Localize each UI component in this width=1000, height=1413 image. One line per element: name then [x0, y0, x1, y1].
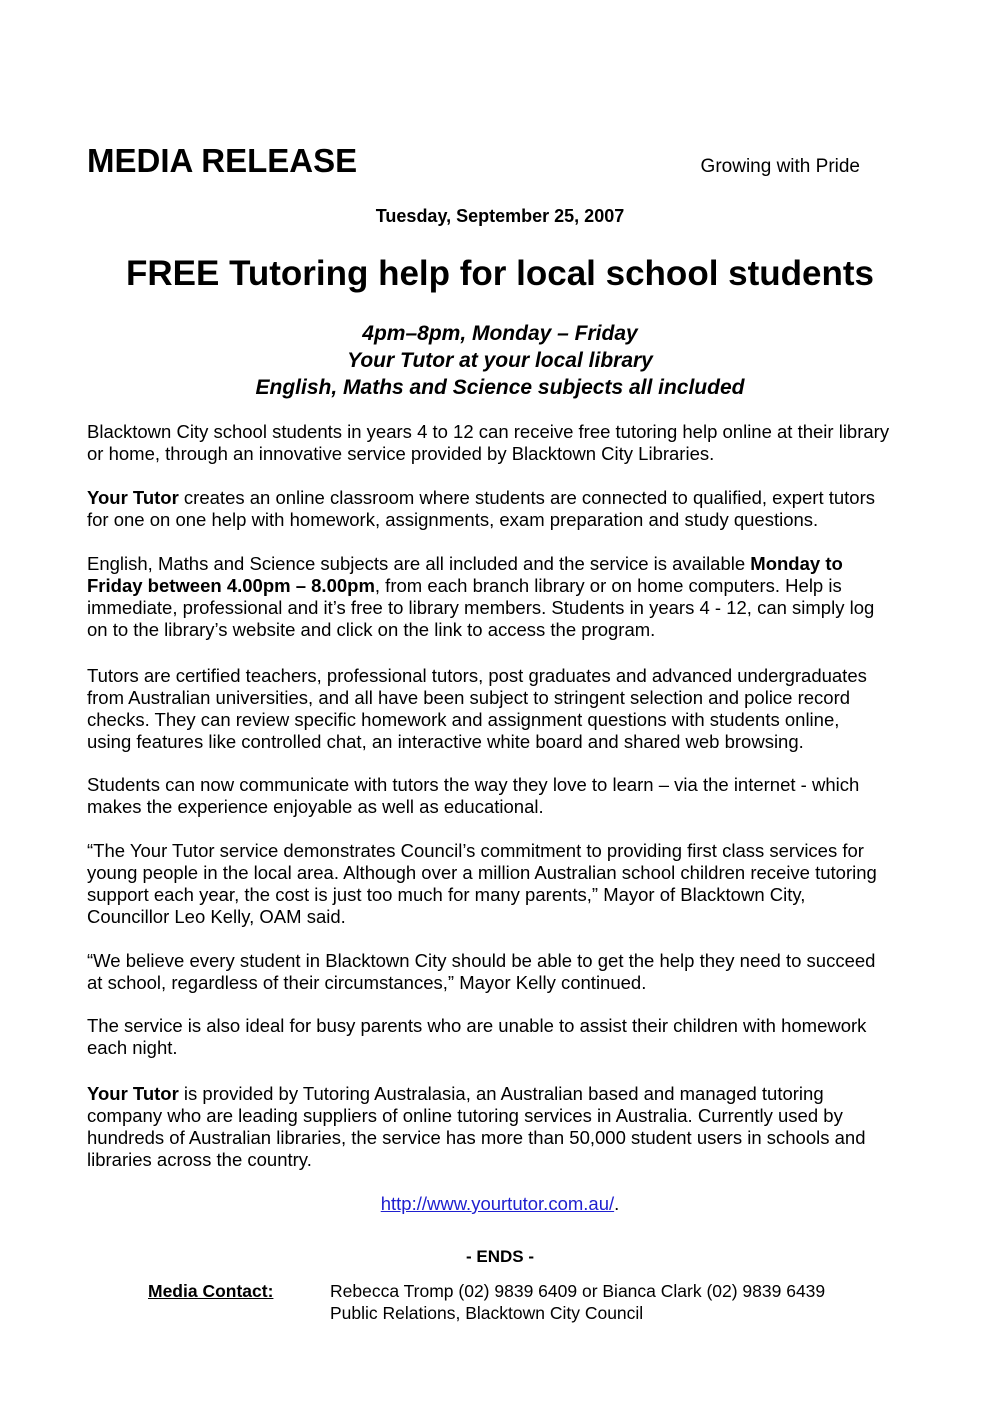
- text-line: [87, 553, 927, 575]
- text-line: “We believe every student in Blacktown City should be able to get the help they need to succeed: [87, 950, 876, 971]
- release-date: Tuesday, September 25, 2007: [375, 206, 625, 226]
- bold-segment: Monday to: [750, 553, 843, 574]
- website-link-row: [0, 1193, 1000, 1215]
- text-line: using features like controlled chat, an interactive white board and shared web browsing.: [87, 731, 804, 752]
- text-line: [87, 1083, 927, 1105]
- text-line: checks. They can review specific homework and assignment questions with students online,: [87, 709, 840, 730]
- text-line: support each year, the cost is just too much for many parents,” Mayor of Blacktown City,: [87, 884, 806, 905]
- text-line: for one on one help with homework, assignments, exam preparation and study questions.: [87, 509, 819, 530]
- headline: FREE Tutoring help for local school students: [126, 254, 874, 293]
- link-trailing-period: .: [614, 1193, 620, 1214]
- text-segment: , from each branch library or on home computers. Help is: [374, 575, 842, 596]
- bold-segment: Friday between 4.00pm – 8.00pm: [87, 575, 375, 596]
- text-line: each night.: [87, 1037, 178, 1058]
- text-line: [87, 575, 927, 597]
- yourtutor-website-link[interactable]: http://www.yourtutor.com.au/: [380, 1193, 615, 1214]
- subhead-location: Your Tutor at your local library: [347, 349, 653, 372]
- text-line: company who are leading suppliers of online tutoring services in Australia. Currently used by: [87, 1105, 843, 1126]
- text-line: immediate, professional and it’s free to library members. Students in years 4 - 12, can simply log: [87, 597, 875, 618]
- text-line: makes the experience enjoyable as well as educational.: [87, 796, 544, 817]
- media-release-title: MEDIA RELEASE: [87, 142, 358, 179]
- paragraph-communicate: [87, 774, 927, 818]
- paragraph-classroom: [87, 487, 927, 531]
- text-segment: creates an online classroom where students are connected to qualified, expert tutors: [178, 487, 875, 508]
- paragraph-parents: [87, 1015, 927, 1059]
- text-line: libraries across the country.: [87, 1149, 312, 1170]
- paragraph-intro: [87, 421, 927, 465]
- subhead-hours: 4pm–8pm, Monday – Friday: [362, 322, 638, 345]
- paragraph-council-quote: [87, 840, 927, 928]
- text-line: at school, regardless of their circumstances,” Mayor Kelly continued.: [87, 972, 647, 993]
- media-contact-organisation: Public Relations, Blacktown City Council: [330, 1303, 644, 1323]
- media-contact-names: Rebecca Tromp (02) 9839 6409 or Bianca Clark (02) 9839 6439: [330, 1281, 826, 1301]
- text-segment: English, Maths and Science subjects are all included and the service is available: [87, 553, 751, 574]
- text-line: Councillor Leo Kelly, OAM said.: [87, 906, 346, 927]
- header-row: [87, 142, 860, 182]
- ends-marker: - ENDS -: [466, 1247, 534, 1266]
- tagline: Growing with Pride: [700, 156, 860, 177]
- text-line: hundreds of Australian libraries, the service has more than 50,000 student users in schools and: [87, 1127, 866, 1148]
- text-line: The service is also ideal for busy parents who are unable to assist their children with homework: [87, 1015, 867, 1036]
- subhead-subjects: English, Maths and Science subjects all included: [255, 376, 745, 399]
- paragraph-tutors: [87, 665, 927, 753]
- media-contact-label: Media Contact:: [148, 1281, 274, 1301]
- text-line: Tutors are certified teachers, professional tutors, post graduates and advanced undergraduates: [87, 665, 867, 686]
- text-line: Students can now communicate with tutors the way they love to learn – via the internet - which: [87, 774, 860, 795]
- paragraph-provider: [87, 1083, 927, 1171]
- text-line: from Australian universities, and all have been subject to stringent selection and police record: [87, 687, 851, 708]
- your-tutor-bold: Your Tutor: [87, 1083, 179, 1104]
- text-line: on to the library’s website and click on the link to access the program.: [87, 619, 656, 640]
- paragraph-mayor-quote: [87, 950, 927, 994]
- text-line: Blacktown City school students in years 4 to 12 can receive free tutoring help online at their library: [87, 421, 890, 442]
- paragraph-availability: [87, 553, 927, 641]
- text-line: [87, 487, 927, 509]
- text-line: “The Your Tutor service demonstrates Council’s commitment to providing first class services for: [87, 840, 864, 861]
- text-line: young people in the local area. Although over a million Australian school children receive tutoring: [87, 862, 877, 883]
- your-tutor-bold: Your Tutor: [87, 487, 179, 508]
- text-segment: is provided by Tutoring Australasia, an Australian based and managed tutoring: [178, 1083, 824, 1104]
- text-line: or home, through an innovative service provided by Blacktown City Libraries.: [87, 443, 715, 464]
